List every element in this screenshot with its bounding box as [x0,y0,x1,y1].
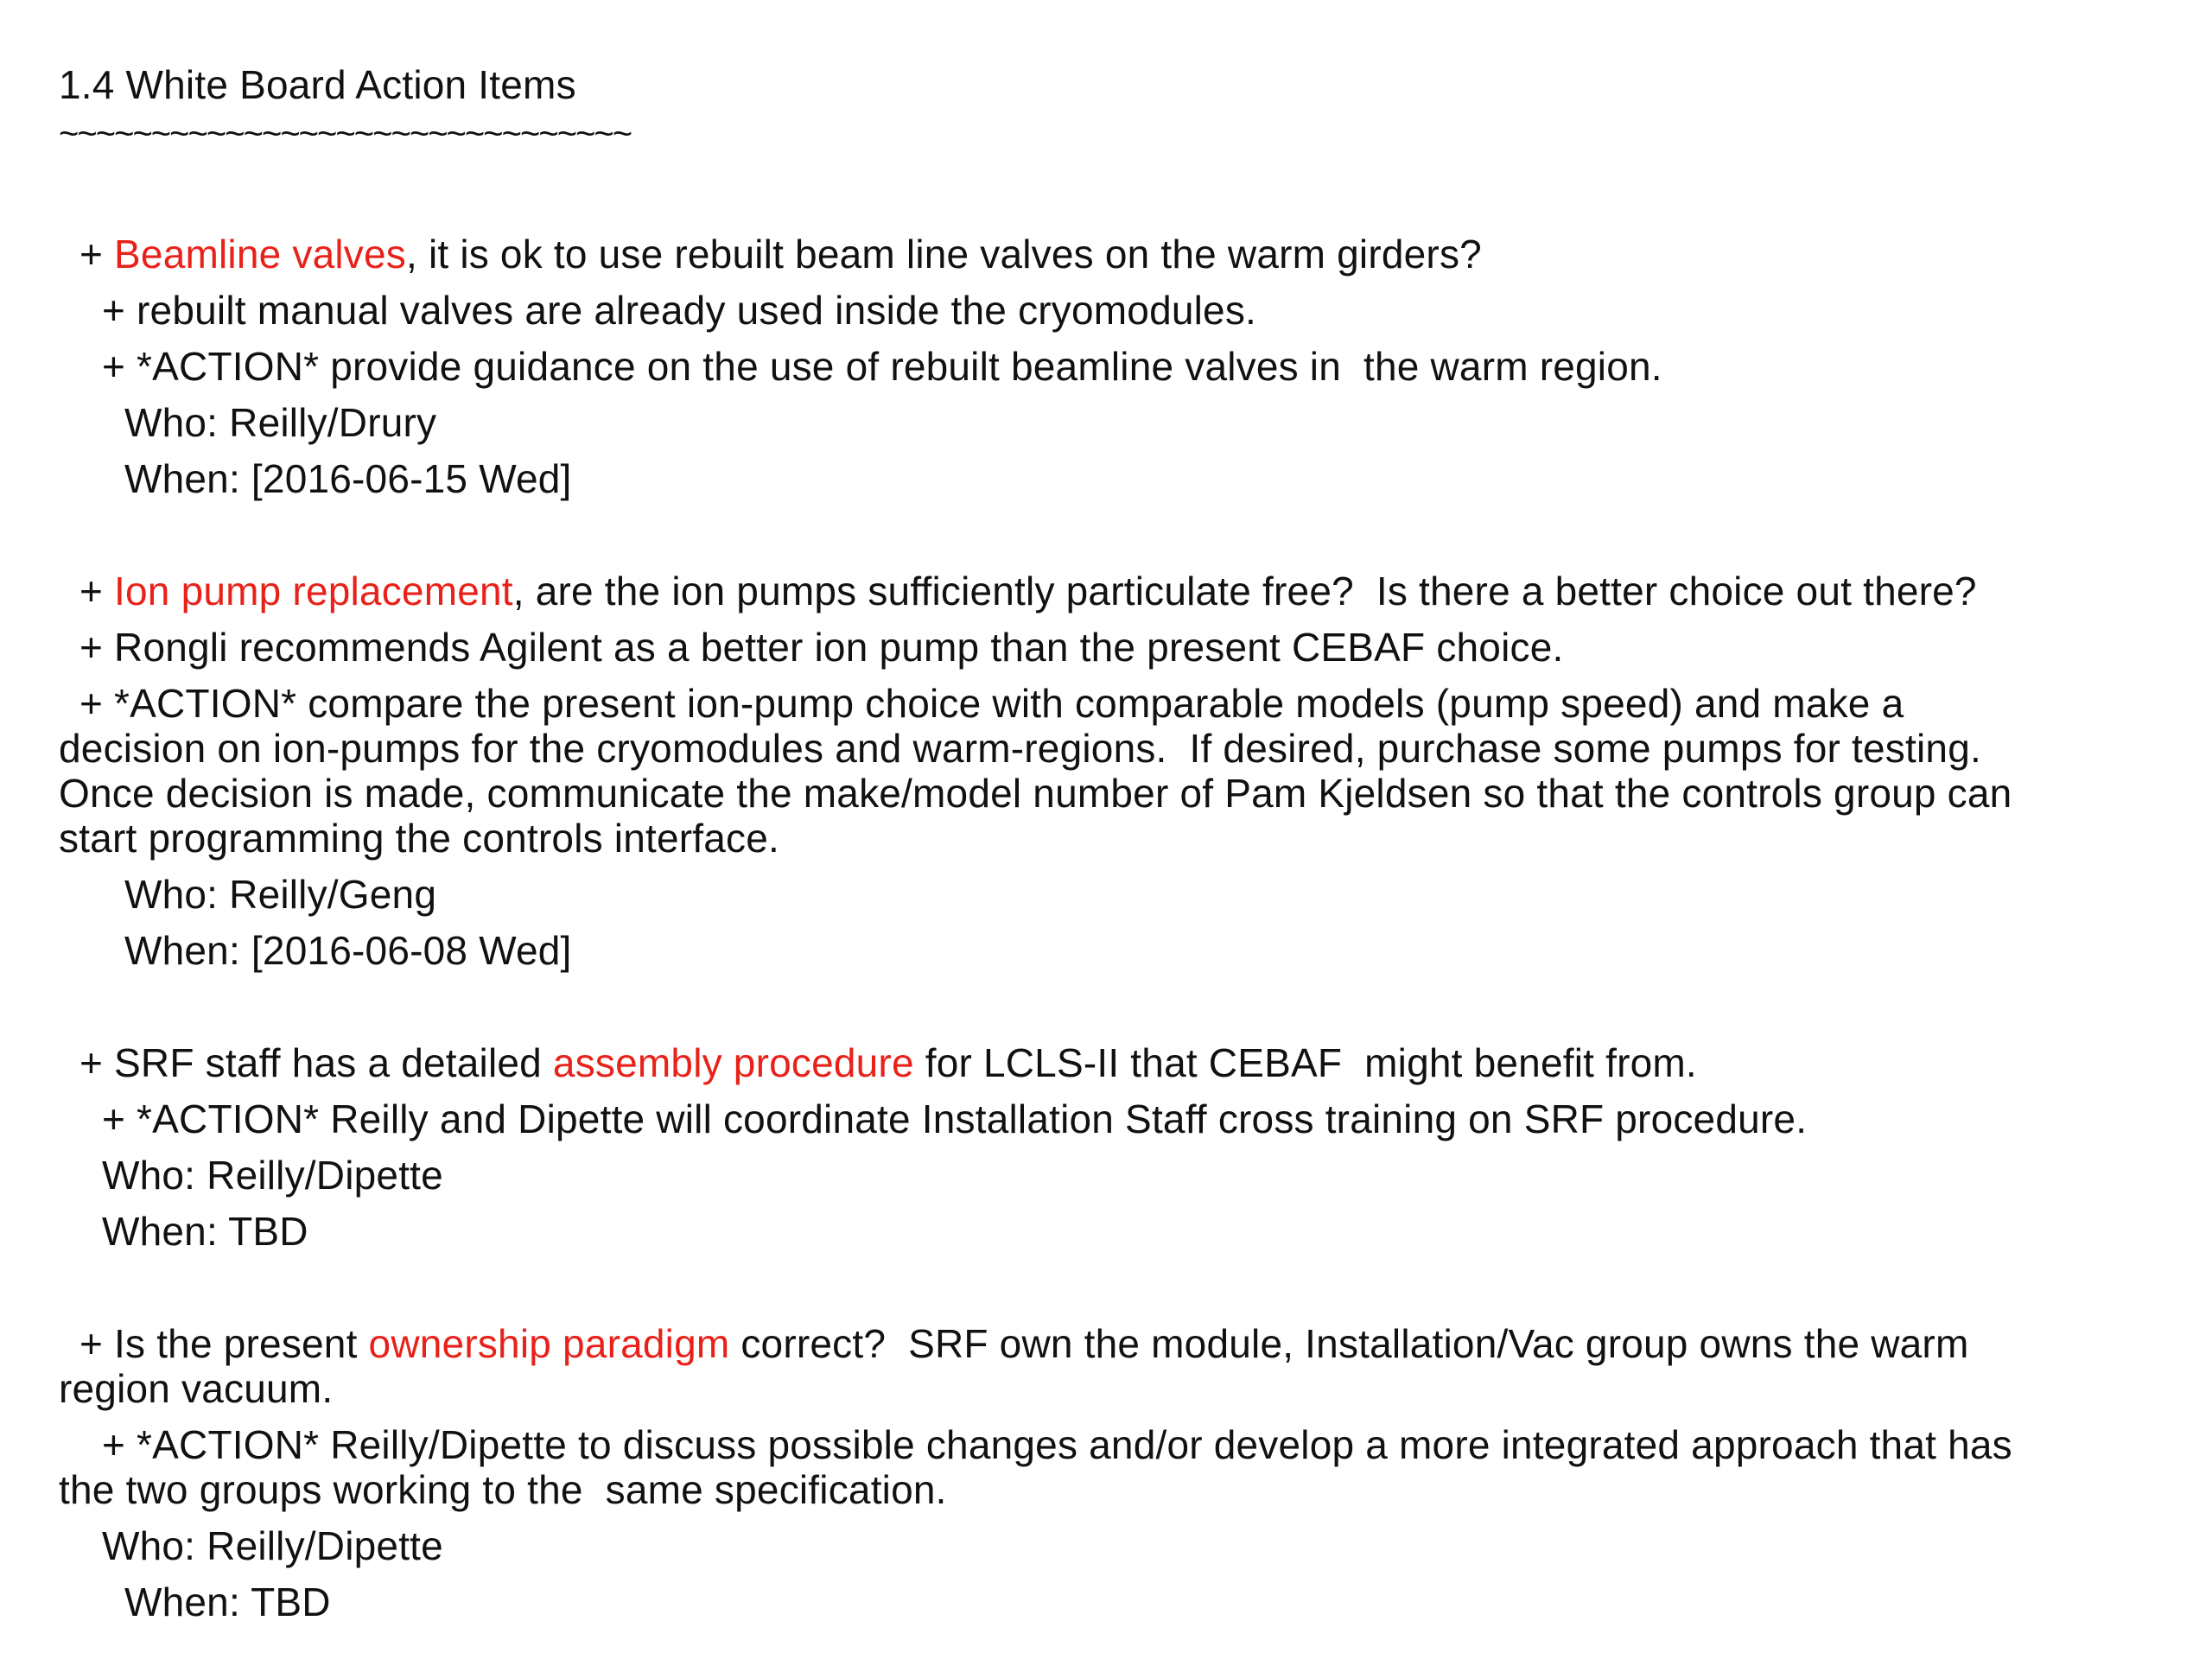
item-4-heading-line-2: region vacuum. [59,1366,334,1411]
item-1-when: When: [2016-06-15 Wed] [124,456,572,501]
item-2-topic: Ion pump replacement [114,569,513,613]
item-3-who: Who: Reilly/Dipette [102,1153,443,1198]
title-underline: ~~~~~~~~~~~~~~~~~~~~~~~~~~~~~~~ [59,115,632,153]
item-1-topic: Beamline valves [114,232,406,276]
item-2-note: + Rongli recommends Agilent as a better ion pump than the present CEBAF choice. [79,625,1564,670]
item-2-action-line-2: decision on ion-pumps for the cryomodules and warm-regions. If desired, purchase some pumps for testing. [59,726,1981,771]
item-3-lead-text: + SRF staff has a detailed [79,1040,553,1085]
item-3-topic: assembly procedure [552,1040,914,1085]
item-2-who: Who: Reilly/Geng [124,872,437,917]
item-2-action-line-4: start programming the controls interface. [59,816,779,861]
item-3-heading [79,1040,1697,1085]
page-title: 1.4 White Board Action Items [59,62,576,107]
item-1-question: , it is ok to use rebuilt beam line valves on the warm girders? [405,232,1482,276]
item-4-heading [79,1321,1968,1366]
item-1-bullet: + [79,232,115,276]
item-1-note: + rebuilt manual valves are already used inside the cryomodules. [102,288,1257,333]
item-4-rest: correct? SRF own the module, Installation/Vac group owns the warm [729,1321,1969,1366]
item-1-heading [79,232,1482,276]
item-4-who: Who: Reilly/Dipette [102,1523,443,1568]
item-2-when: When: [2016-06-08 Wed] [124,928,572,973]
item-2-question: , are the ion pumps sufficiently particulate free? Is there a better choice out there? [512,569,1977,613]
item-1-who: Who: Reilly/Drury [124,400,437,445]
item-4-action-line-2: the two groups working to the same specification. [59,1467,947,1512]
item-4-action-line-1: + *ACTION* Reilly/Dipette to discuss possible changes and/or develop a more integrated approach that has [102,1422,2012,1467]
item-2-action-line-3: Once decision is made, communicate the make/model number of Pam Kjeldsen so that the controls group can [59,771,2012,816]
item-1-action: + *ACTION* provide guidance on the use of rebuilt beamline valves in the warm region. [102,344,1662,389]
item-3-rest: for LCLS-II that CEBAF might benefit from. [913,1040,1697,1085]
item-3-action: + *ACTION* Reilly and Dipette will coordinate Installation Staff cross training on SRF procedure. [102,1096,1808,1141]
item-4-topic: ownership paradigm [368,1321,730,1366]
item-2-heading [79,569,1977,613]
item-4-when: When: TBD [124,1580,331,1624]
item-3-when: When: TBD [102,1209,308,1254]
item-2-bullet: + [79,569,115,613]
item-4-lead-text: + Is the present [79,1321,369,1366]
item-2-action-line-1: + *ACTION* compare the present ion-pump choice with comparable models (pump speed) and make a [79,681,1904,726]
